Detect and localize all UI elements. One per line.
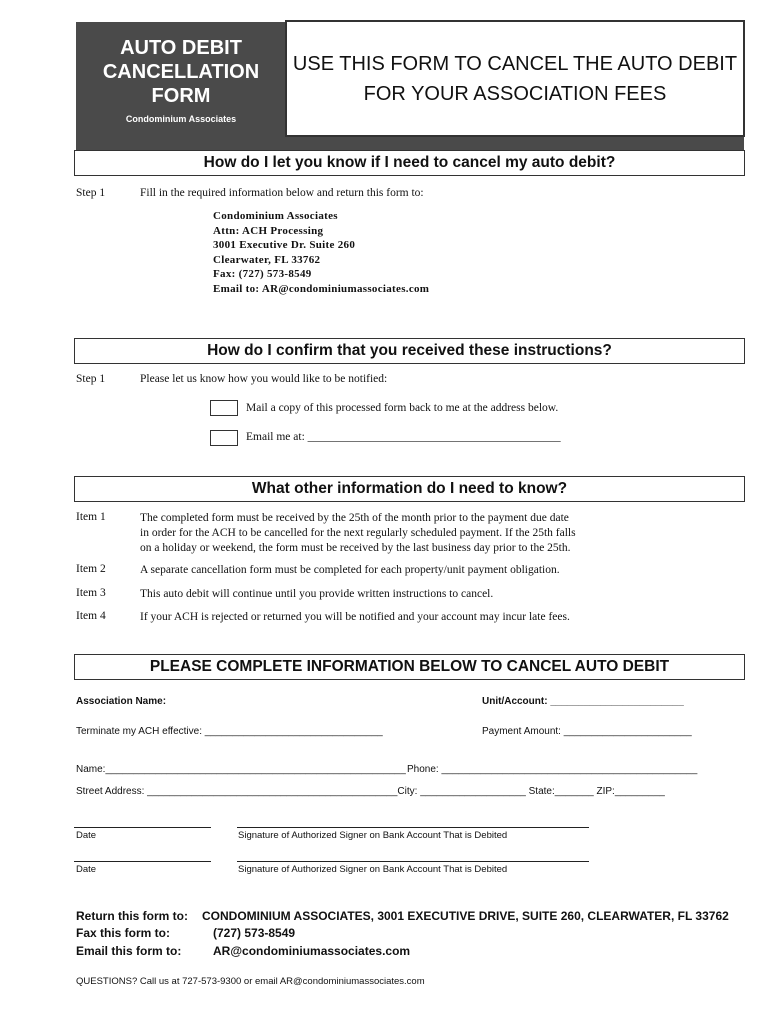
address-line: Attn: ACH Processing <box>213 224 324 237</box>
phone-field[interactable]: Phone: ______________________________________________ <box>407 764 698 775</box>
email-me-checkbox[interactable] <box>210 430 238 446</box>
return-value: CONDOMINIUM ASSOCIATES, 3001 EXECUTIVE DRIVE, SUITE 260, CLEARWATER, FL 33762 <box>202 909 729 923</box>
payment-amount-field[interactable]: Payment Amount: _______________________ <box>482 726 692 737</box>
item-line: in order for the ACH to be cancelled for the next regularly scheduled payment. If the 25th falls <box>140 527 576 539</box>
section2-step-label: Step 1 <box>76 373 106 385</box>
email-me-field[interactable]: Email me at: ____________________________________________ <box>246 431 561 443</box>
item-label: Item 1 <box>76 511 106 523</box>
date-line[interactable] <box>74 861 211 862</box>
item-text: If your ACH is rejected or returned you will be notified and your account may incur late fees. <box>140 611 570 623</box>
questions-contact: QUESTIONS? Call us at 727-573-9300 or email AR@condominiumassociates.com <box>76 976 425 987</box>
item-label: Item 2 <box>76 563 106 575</box>
form-title-line1: AUTO DEBIT <box>120 37 242 59</box>
item-label: Item 4 <box>76 610 106 622</box>
name-field[interactable]: Name:______________________________________________________ <box>76 764 406 775</box>
section2-step-text: Please let us know how you would like to be notified: <box>140 373 388 385</box>
email-value: AR@condominiumassociates.com <box>213 944 411 958</box>
mail-copy-label: Mail a copy of this processed form back to me at the address below. <box>246 402 559 414</box>
header-strip <box>76 135 744 150</box>
form-subtitle: Condominium Associates <box>125 114 237 124</box>
item-line: on a holiday or weekend, the form must be received by the last business day prior to the 25th. <box>140 542 571 554</box>
street-address-field[interactable]: Street Address: _____________________________________________City: ___________________ State:_______ ZIP:_________ <box>76 786 665 797</box>
form-title-line2: CANCELLATION <box>102 61 260 83</box>
mail-copy-checkbox[interactable] <box>210 400 238 416</box>
instruction-box <box>285 20 745 137</box>
item-label: Item 3 <box>76 587 106 599</box>
section3-heading: What other information do I need to know? <box>74 476 745 502</box>
address-line: Email to: AR@condominiumassociates.com <box>213 282 430 295</box>
section2-heading: How do I confirm that you received these instructions? <box>74 338 745 364</box>
item-text <box>140 511 700 556</box>
address-line: Fax: (727) 573-8549 <box>213 268 312 281</box>
address-line: Clearwater, FL 33762 <box>213 253 321 266</box>
address-line: 3001 Executive Dr. Suite 260 <box>213 239 356 252</box>
fax-label: Fax this form to: <box>76 926 171 940</box>
association-name-label[interactable]: Association Name: <box>76 696 167 707</box>
signature-line[interactable] <box>237 827 589 828</box>
section1-step-text: Fill in the required information below and return this form to: <box>140 187 424 199</box>
section4-heading: PLEASE COMPLETE INFORMATION BELOW TO CANCEL AUTO DEBIT <box>74 654 745 680</box>
section1-heading: How do I let you know if I need to cancel my auto debit? <box>74 150 745 176</box>
signature-label: Signature of Authorized Signer on Bank Account That is Debited <box>238 830 508 841</box>
date-label: Date <box>76 830 97 841</box>
signature-label: Signature of Authorized Signer on Bank Account That is Debited <box>238 864 508 875</box>
instruction-line2: FOR YOUR ASSOCIATION FEES <box>363 82 667 105</box>
item-line: The completed form must be received by the 25th of the month prior to the payment due date <box>140 512 569 524</box>
item-text: A separate cancellation form must be completed for each property/unit payment obligation. <box>140 564 560 576</box>
date-line[interactable] <box>74 827 211 828</box>
form-title-block <box>76 22 286 135</box>
unit-account-field[interactable]: Unit/Account: ________________________ <box>482 696 684 707</box>
signature-line[interactable] <box>237 861 589 862</box>
return-label: Return this form to: <box>76 909 188 923</box>
item-text: This auto debit will continue until you provide written instructions to cancel. <box>140 588 494 600</box>
terminate-effective-field[interactable]: Terminate my ACH effective: ________________________________ <box>76 726 383 737</box>
email-label: Email this form to: <box>76 944 182 958</box>
fax-value: (727) 573-8549 <box>213 926 296 940</box>
return-address <box>213 209 429 297</box>
form-title-line3: FORM <box>151 85 211 107</box>
instruction-line1: USE THIS FORM TO CANCEL THE AUTO DEBIT <box>292 52 738 75</box>
date-label: Date <box>76 864 97 875</box>
section1-step-label: Step 1 <box>76 187 106 199</box>
address-line: Condominium Associates <box>213 210 338 222</box>
